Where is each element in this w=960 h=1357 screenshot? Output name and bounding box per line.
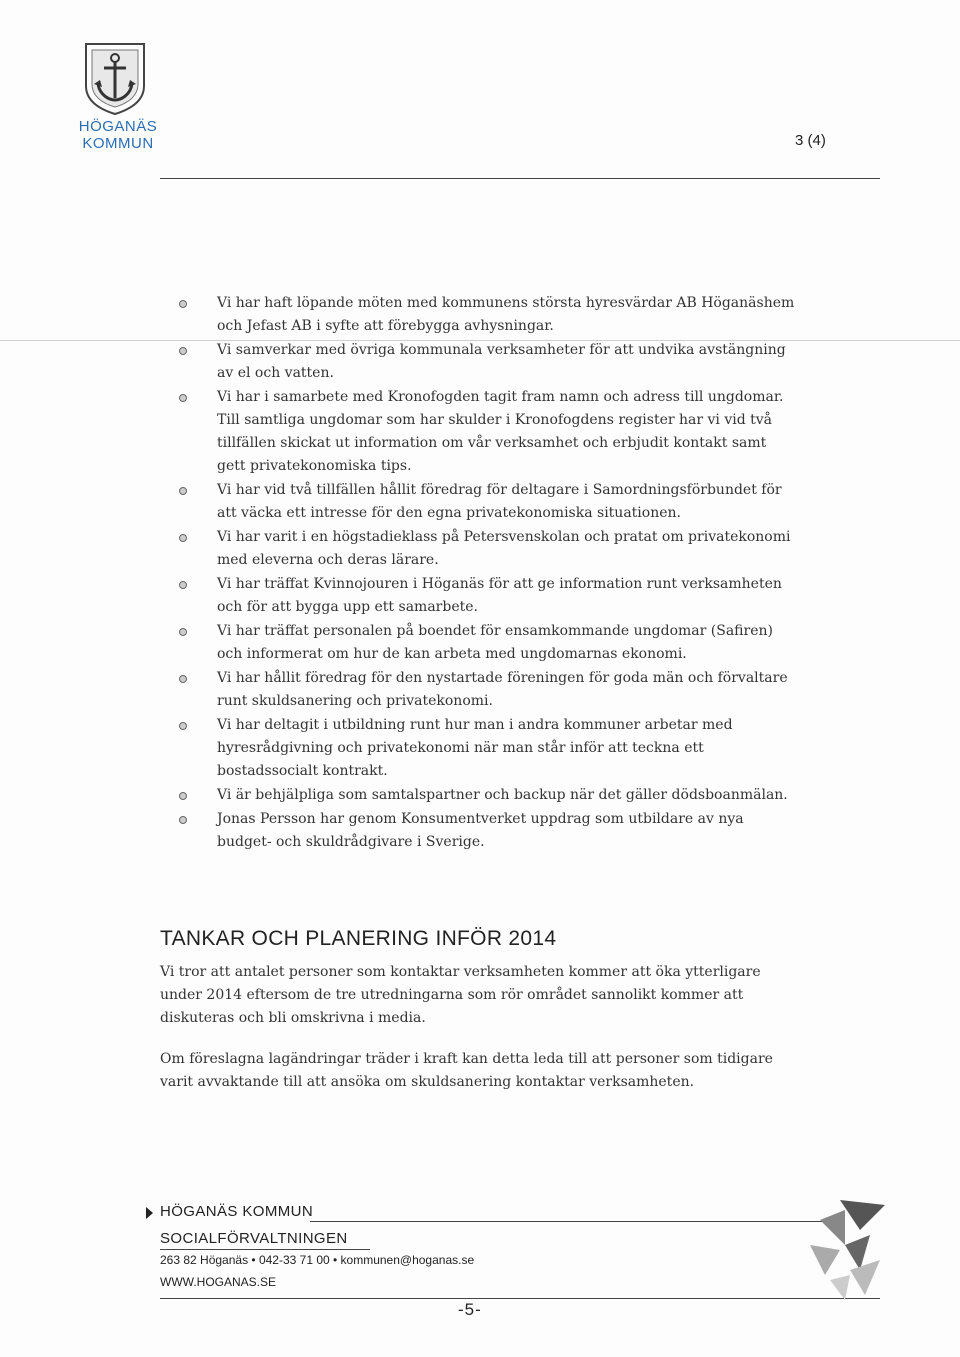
bullet-dot-icon: [179, 394, 187, 402]
list-item-text: Vi samverkar med övriga kommunala verksamheter för att undvika avstängning av el och vatten.: [217, 342, 786, 381]
list-item-text: Vi har haft löpande möten med kommunens största hyresvärdar AB Höganäshem och Jefast AB i syfte att förebygga avhysningar.: [217, 295, 795, 334]
list-item: [175, 386, 795, 478]
paragraph-forecast: Vi tror att antalet personer som kontaktar verksamheten kommer att öka ytterligare under 2014 eftersom de tre utredningarna som rör området sannolikt kommer att diskuteras och bli omskrivna i media.: [160, 964, 761, 1026]
page-marker: -5-: [458, 1300, 482, 1319]
list-item: [175, 339, 795, 385]
activity-list: [175, 292, 795, 855]
footer-rule: [160, 1298, 880, 1299]
list-item: [175, 479, 795, 525]
header-rule: [160, 178, 880, 179]
org-name-line1: HÖGANÄS: [78, 118, 158, 135]
arrow-right-icon: [146, 1207, 153, 1219]
bullet-dot-icon: [179, 534, 187, 542]
municipality-crest-icon: [82, 40, 148, 116]
bullet-dot-icon: [179, 628, 187, 636]
bullet-dot-icon: [179, 792, 187, 800]
list-item-text: Vi har varit i en högstadieklass på Petersvenskolan och pratat om privatekonomi med eleverna och deras lärare.: [217, 529, 791, 568]
footer-contact: 263 82 Höganäs • 042-33 71 00 • kommunen@hoganas.se: [160, 1253, 475, 1267]
bullet-dot-icon: [179, 300, 187, 308]
list-item: [175, 784, 795, 807]
list-item-text: Vi har vid två tillfällen hållit föredrag för deltagare i Samordningsförbundet för att väcka ett intresse för den egna privatekonomiska situationen.: [217, 482, 782, 521]
org-name: [68, 118, 168, 152]
list-item-text: Vi har träffat personalen på boendet för ensamkommande ungdomar (Safiren) och informerat om hur de kan arbeta med ungdomarnas ekonomi.: [217, 623, 773, 662]
bullet-dot-icon: [179, 581, 187, 589]
paragraph-law-changes: Om föreslagna lagändringar träder i kraft kan detta leda till att personer som tidigare varit avvaktande till att ansöka om skuldsanering kontaktar verksamheten.: [160, 1051, 773, 1090]
bullet-dot-icon: [179, 722, 187, 730]
list-item-text: Vi är behjälpliga som samtalspartner och backup när det gäller dödsboanmälan.: [217, 787, 788, 803]
list-item-text: Jonas Persson har genom Konsumentverket uppdrag som utbildare av nya budget- och skuldrådgivare i Sverige.: [217, 811, 744, 850]
page-number: 3 (4): [795, 132, 826, 149]
list-item: [175, 667, 795, 713]
list-item-text: Vi har hållit föredrag för den nystartade föreningen för goda män och förvaltare runt skuldsanering och privatekonomi.: [217, 670, 788, 709]
list-item-text: Vi har deltagit i utbildning runt hur man i andra kommuner arbetar med hyresrådgivning och privatekonomi när man står inför att teckna ett bostadssocialt kontrakt.: [217, 717, 733, 779]
bullet-dot-icon: [179, 487, 187, 495]
list-item: [175, 526, 795, 572]
list-item: [175, 714, 795, 783]
bullet-dot-icon: [179, 675, 187, 683]
list-item: [175, 808, 795, 854]
footer-website: WWW.HOGANAS.SE: [160, 1275, 277, 1289]
list-item: [175, 620, 795, 666]
footer-rule: [160, 1249, 370, 1250]
footer-rule: [310, 1221, 835, 1222]
bullet-dot-icon: [179, 347, 187, 355]
bullet-dot-icon: [179, 816, 187, 824]
list-item-text: Vi har i samarbete med Kronofogden tagit fram namn och adress till ungdomar. Till samtliga ungdomar som har skulder i Kronofogdens register har vi vid två tillfällen skickat ut information om vår verksamhet och erbjudit kontakt samt gett privatekonomiska tips.: [217, 389, 784, 474]
footer-org: HÖGANÄS KOMMUN: [160, 1203, 314, 1220]
list-item: [175, 573, 795, 619]
section-heading: TANKAR OCH PLANERING INFÖR 2014: [160, 927, 557, 950]
footer-department: SOCIALFÖRVALTNINGEN: [160, 1230, 348, 1247]
list-item: [175, 292, 795, 338]
org-name-line2: KOMMUN: [82, 135, 154, 152]
list-item-text: Vi har träffat Kvinnojouren i Höganäs för att ge information runt verksamheten och för att bygga upp ett samarbete.: [217, 576, 782, 615]
geometric-pattern-icon: [800, 1200, 885, 1300]
